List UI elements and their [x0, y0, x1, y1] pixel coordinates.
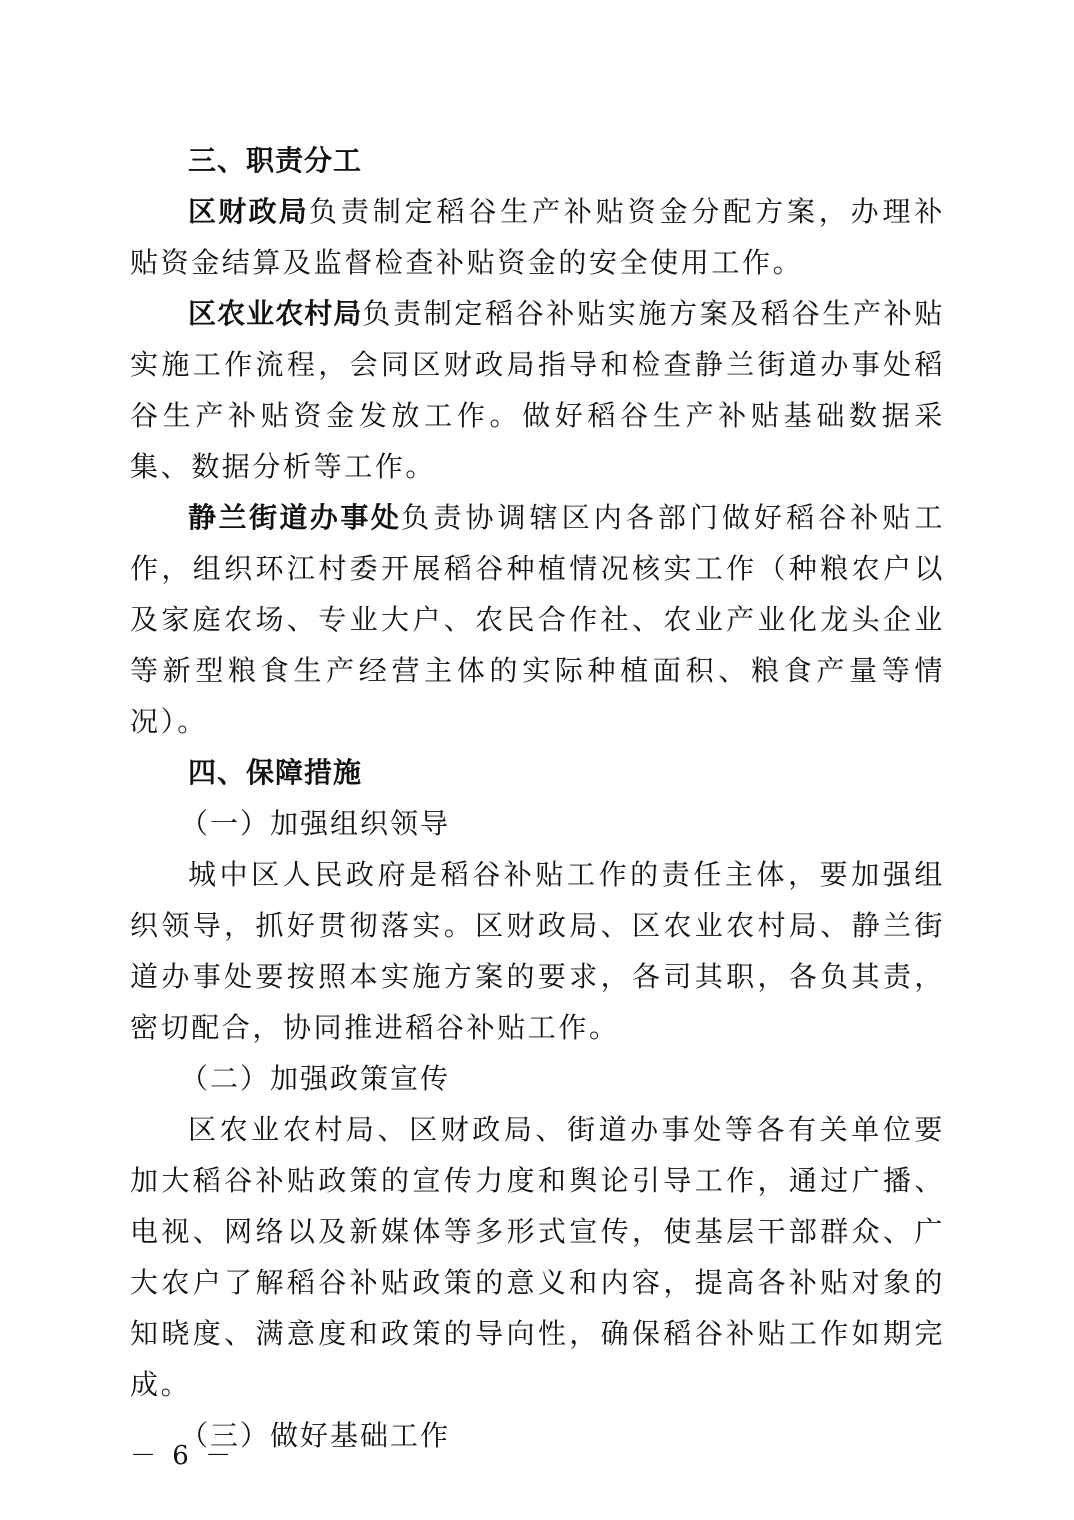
street-office-text: 负责协调辖区内各部门做好稻谷补贴工作，组织环江村委开展稻谷种植情况核实工作（种粮农户以及家庭农场、专业大户、农民合作社、农业产业化龙头企业等新型粮食生产经营主体的实际种植面积、粮食产量等情况）。: [130, 501, 945, 738]
page-number: － 6 －: [130, 1441, 236, 1471]
subheading-publicity: （二）加强政策宣传: [180, 1062, 451, 1095]
agriculture-bureau-text: 负责制定稻谷补贴实施方案及稻谷生产补贴实施工作流程，会同区财政局指导和检查静兰街道办事处稻谷生产补贴资金发放工作。做好稻谷生产补贴基础数据采集、数据分析等工作。: [130, 297, 945, 483]
finance-bureau-text: 负责制定稻谷生产补贴资金分配方案，办理补贴资金结算及监督检查补贴资金的安全使用工作。: [130, 195, 945, 279]
street-office-lead: 静兰街道办事处: [188, 501, 402, 534]
section-heading-responsibilities: 三、职责分工: [188, 144, 363, 177]
paragraph-publicity: 区农业农村局、区财政局、街道办事处等各有关单位要加大稻谷补贴政策的宣传力度和舆论引导工作，通过广播、电视、网络以及新媒体等多形式宣传，使基层干部群众、广大农户了解稻谷补贴政策的意义和内容，提高各补贴对象的知晓度、满意度和政策的导向性，确保稻谷补贴工作如期完成。: [130, 1113, 945, 1401]
paragraph-agriculture-bureau: [130, 288, 945, 492]
section-heading-safeguards: 四、保障措施: [188, 756, 363, 789]
paragraph-street-office: [130, 492, 945, 747]
document-page: [130, 135, 945, 1461]
subheading-groundwork: （三）做好基础工作: [180, 1419, 451, 1452]
finance-bureau-lead: 区财政局: [188, 195, 310, 228]
agriculture-bureau-lead: 区农业农村局: [188, 297, 363, 330]
paragraph-leadership: 城中区人民政府是稻谷补贴工作的责任主体，要加强组织领导，抓好贯彻落实。区财政局、区农业农村局、静兰街道办事处要按照本实施方案的要求，各司其职，各负其责，密切配合，协同推进稻谷补贴工作。: [130, 858, 945, 1044]
subheading-leadership: （一）加强组织领导: [180, 807, 451, 840]
paragraph-finance-bureau: [130, 186, 945, 288]
